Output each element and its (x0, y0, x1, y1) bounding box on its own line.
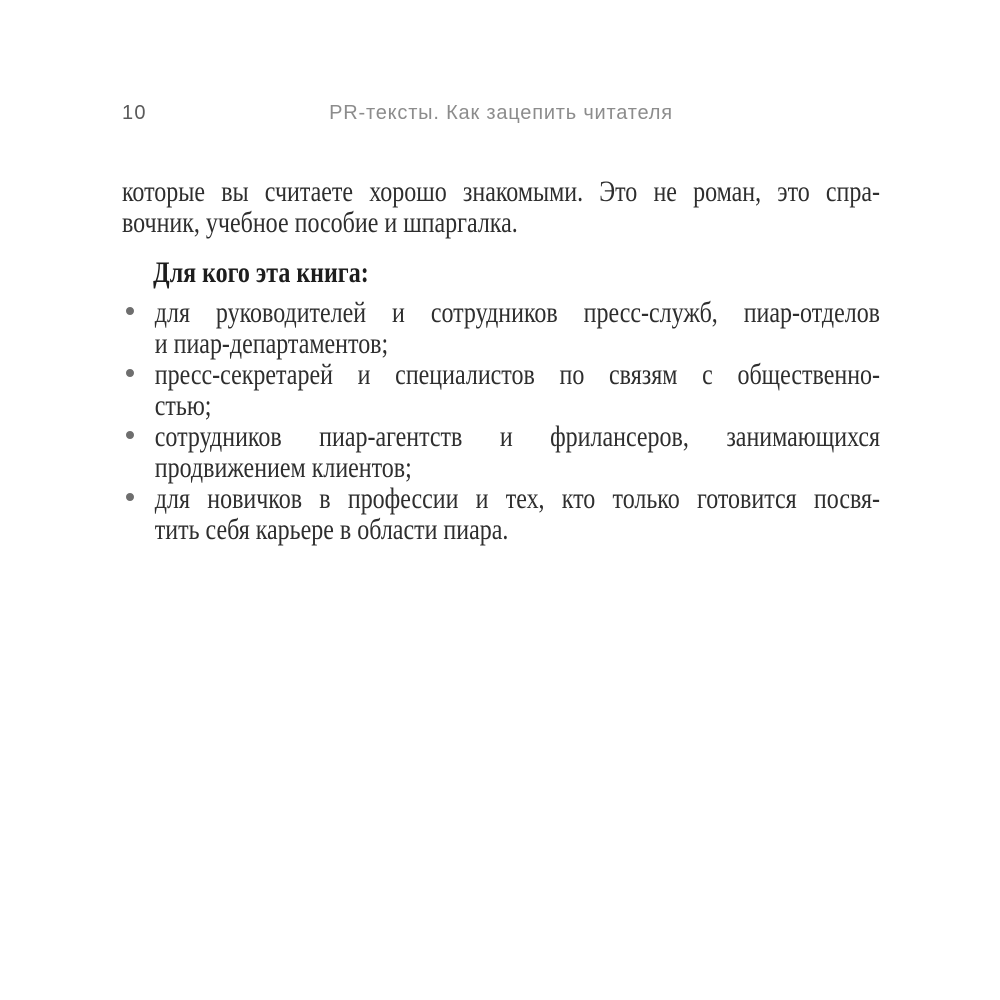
bullet-item (122, 359, 880, 421)
bullet-item (122, 421, 880, 483)
bullet-list (122, 297, 880, 545)
running-header: PR-тексты. Как зацепить читателя (329, 102, 673, 124)
section-heading: Для кого эта книга: (153, 256, 369, 289)
paragraph (122, 176, 880, 238)
bullet-marker-icon (126, 493, 134, 501)
text-column (122, 176, 880, 545)
bullet-marker-icon (126, 369, 134, 377)
bullet-line: продвижением клиентов; (154, 451, 412, 484)
bullet-line: и пиар-департаментов; (154, 327, 389, 360)
bullet-line: для новичков в профессии и тех, кто только готовится посвя- (154, 482, 881, 515)
page-header (122, 102, 880, 128)
bullet-line: пресс-секретарей и специалистов по связям с общественно- (154, 358, 881, 391)
bullet-line: для руководителей и сотрудников пресс-служб, пиар-отделов (154, 296, 881, 329)
paragraph-line: которые вы считаете хорошо знакомыми. Это не роман, это спра- (122, 175, 881, 208)
bullet-line: тить себя карьере в области пиара. (154, 513, 509, 546)
bullet-marker-icon (126, 307, 134, 315)
bullet-line: сотрудников пиар-агентств и фрилансеров, занимающихся (154, 420, 881, 453)
page-content (122, 176, 880, 545)
bullet-item (122, 297, 880, 359)
bullet-marker-icon (126, 431, 134, 439)
page-number: 10 (122, 102, 147, 124)
bullet-item (122, 483, 880, 545)
bullet-line: стью; (154, 389, 212, 422)
paragraph-line: вочник, учебное пособие и шпаргалка. (122, 206, 518, 239)
